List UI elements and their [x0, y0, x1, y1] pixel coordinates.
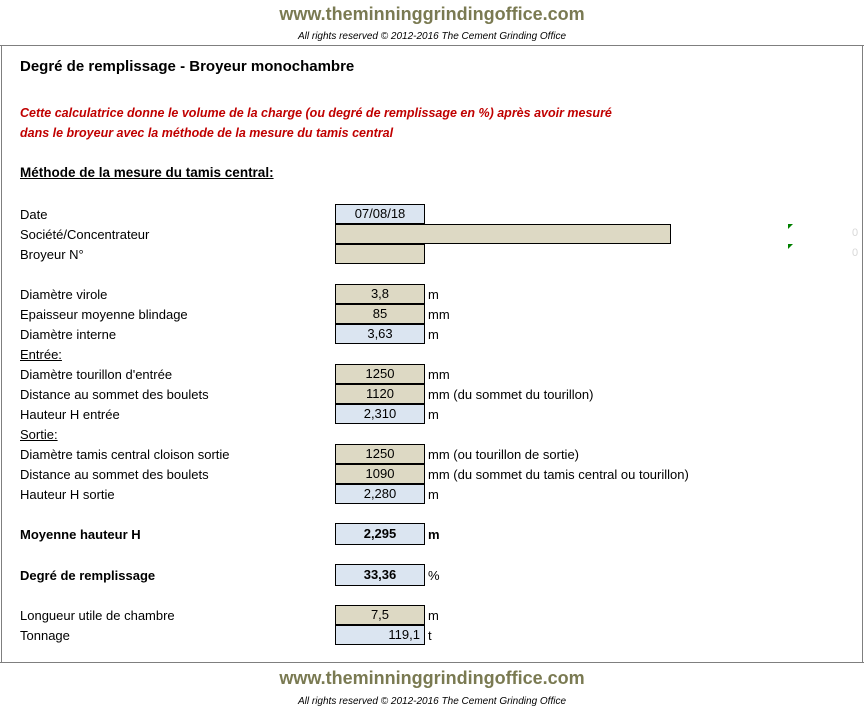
dist-entree-unit: mm (du sommet du tourillon): [428, 387, 594, 402]
frame-top-line: [0, 45, 864, 46]
diam-virole-field[interactable]: 3,8: [335, 284, 425, 304]
comment-marker-icon: [788, 244, 793, 249]
hauteur-sortie-value: 2,280: [335, 484, 425, 504]
frame-bottom-line: [0, 662, 864, 663]
site-title-footer: www.theminninggrindingoffice.com: [279, 668, 585, 688]
broyeur-label: Broyeur N°: [20, 247, 84, 262]
date-label: Date: [20, 207, 48, 222]
frame-left-line: [1, 45, 2, 662]
moyenne-value: 2,295: [335, 523, 425, 545]
moyenne-unit: m: [428, 527, 440, 542]
tonnage-value: 119,1: [335, 625, 425, 645]
diam-virole-unit: m: [428, 287, 439, 302]
societe-field[interactable]: [335, 224, 671, 244]
epaisseur-label: Epaisseur moyenne blindage: [20, 307, 188, 322]
tonnage-unit: t: [428, 628, 432, 643]
intro-line-1: Cette calculatrice donne le volume de la charge (ou degré de remplissage en %) après avoir mesuré: [20, 106, 612, 120]
hauteur-sortie-label: Hauteur H sortie: [20, 487, 115, 502]
dist-entree-label: Distance au sommet des boulets: [20, 387, 209, 402]
societe-label: Société/Concentrateur: [20, 227, 150, 242]
diam-tamis-field[interactable]: 1250: [335, 444, 425, 464]
degre-label: Degré de remplissage: [20, 568, 156, 583]
dist-entree-field[interactable]: 1120: [335, 384, 425, 404]
ghost-value: 0: [852, 247, 859, 259]
copyright-footer: All rights reserved © 2012-2016 The Cement Grinding Office: [297, 696, 567, 707]
site-title-header: www.theminninggrindingoffice.com: [279, 4, 585, 24]
diam-virole-label: Diamètre virole: [20, 287, 108, 302]
broyeur-field[interactable]: [335, 244, 425, 264]
hauteur-entree-label: Hauteur H entrée: [20, 407, 120, 422]
degre-unit: %: [428, 568, 440, 583]
moyenne-label: Moyenne hauteur H: [20, 527, 141, 542]
comment-marker-icon: [788, 224, 793, 229]
diam-interne-label: Diamètre interne: [20, 327, 117, 342]
sortie-heading: Sortie:: [20, 427, 58, 442]
diam-tourillon-field[interactable]: 1250: [335, 364, 425, 384]
diam-interne-unit: m: [428, 327, 439, 342]
tonnage-label: Tonnage: [20, 628, 70, 643]
dist-sortie-unit: mm (du sommet du tamis central ou tourillon): [428, 467, 689, 482]
ghost-value: 0: [852, 227, 859, 239]
diam-tourillon-unit: mm: [428, 367, 450, 382]
date-field[interactable]: 07/08/18: [335, 204, 425, 224]
diam-interne-value: 3,63: [335, 324, 425, 344]
epaisseur-field[interactable]: 85: [335, 304, 425, 324]
frame-right-line: [862, 45, 863, 662]
hauteur-entree-unit: m: [428, 407, 439, 422]
diam-tamis-unit: mm (ou tourillon de sortie): [428, 447, 579, 462]
longueur-unit: m: [428, 608, 439, 623]
hauteur-entree-value: 2,310: [335, 404, 425, 424]
intro-line-2: dans le broyeur avec la méthode de la mesure du tamis central: [20, 126, 394, 140]
longueur-field[interactable]: 7,5: [335, 605, 425, 625]
diam-tamis-label: Diamètre tamis central cloison sortie: [20, 447, 230, 462]
copyright-header: All rights reserved © 2012-2016 The Cement Grinding Office: [297, 31, 567, 42]
longueur-label: Longueur utile de chambre: [20, 608, 175, 623]
diam-tourillon-label: Diamètre tourillon d'entrée: [20, 367, 173, 382]
section-title: Méthode de la mesure du tamis central:: [20, 165, 274, 180]
dist-sortie-label: Distance au sommet des boulets: [20, 467, 209, 482]
hauteur-sortie-unit: m: [428, 487, 439, 502]
entree-heading: Entrée:: [20, 347, 62, 362]
degre-value: 33,36: [335, 564, 425, 586]
epaisseur-unit: mm: [428, 307, 450, 322]
dist-sortie-field[interactable]: 1090: [335, 464, 425, 484]
page-title: Degré de remplissage - Broyeur monochambre: [20, 58, 355, 75]
